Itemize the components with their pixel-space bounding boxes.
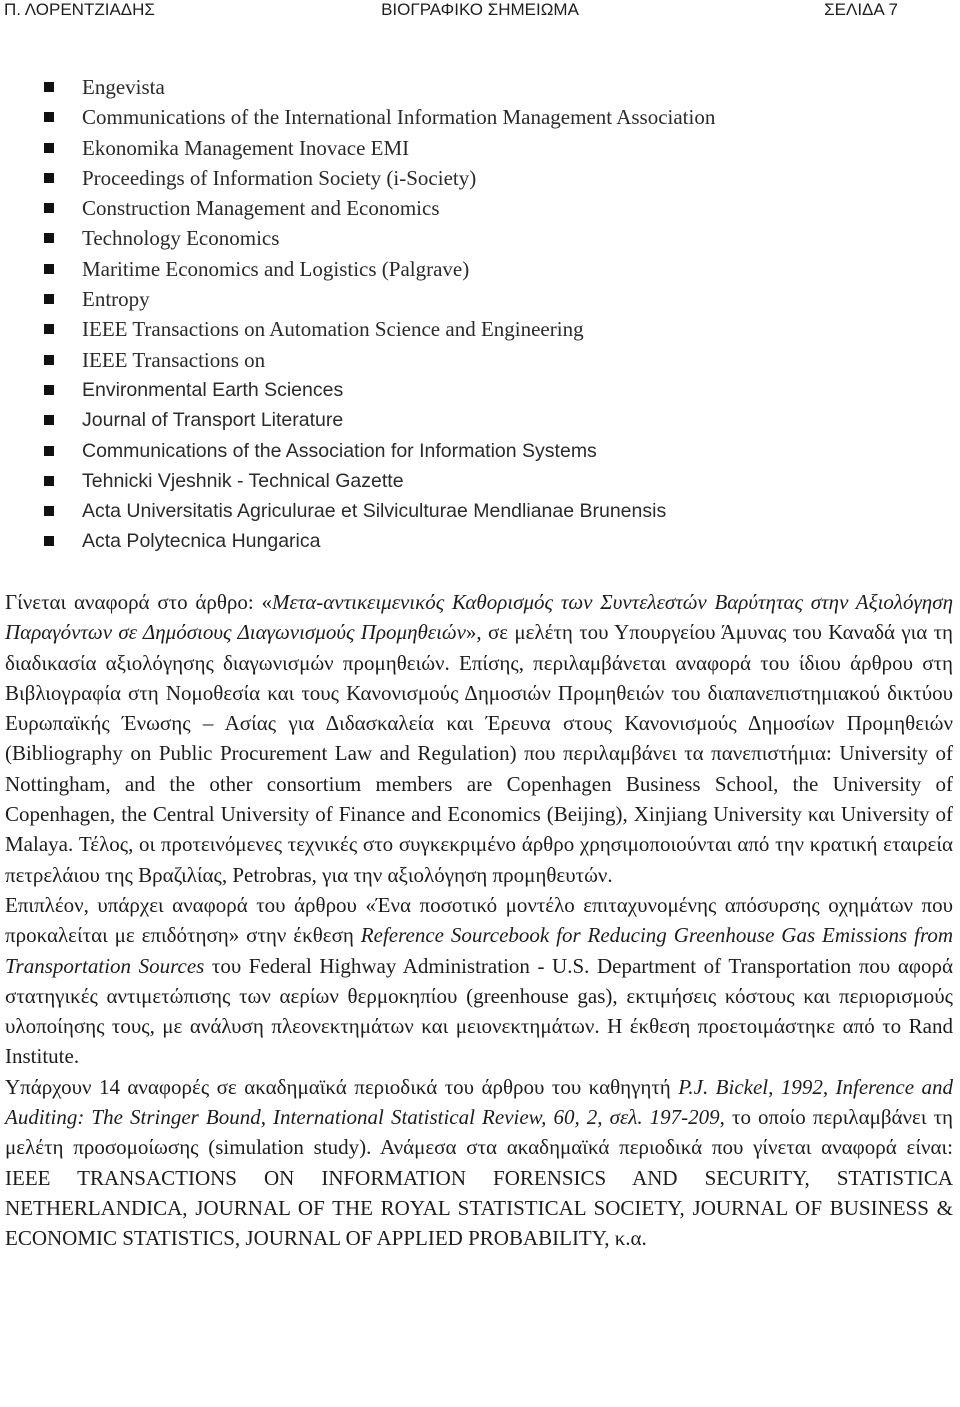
list-item (0, 466, 960, 496)
square-bullet-icon (44, 294, 54, 304)
square-bullet-icon (44, 82, 54, 92)
list-item (0, 72, 960, 102)
journal-name: Communications of the International Information Management Association (82, 105, 716, 130)
list-item (0, 314, 960, 344)
header-page-number: ΣΕΛΙΔΑ 7 (824, 0, 898, 19)
paragraph-fhwa-report (5, 890, 953, 1072)
list-item (0, 133, 960, 163)
header-author: Π. ΛΟΡΕΝΤΖΙΑΔΗΣ (4, 0, 155, 19)
list-item (0, 436, 960, 466)
list-item (0, 526, 960, 556)
square-bullet-icon (44, 203, 54, 213)
journal-name: Communications of the Association for Information Systems (82, 439, 597, 462)
list-item (0, 405, 960, 435)
journal-name: Ekonomika Management Inovace EMI (82, 135, 410, 160)
header-title: ΒΙΟΓΡΑΦΙΚΟ ΣΗΜΕΙΩΜΑ (381, 0, 579, 19)
square-bullet-icon (44, 264, 54, 274)
list-item (0, 375, 960, 405)
list-item (0, 223, 960, 253)
journal-name: Construction Management and Economics (82, 196, 440, 221)
body-text (5, 587, 953, 1254)
square-bullet-icon (44, 385, 54, 395)
paragraph-3-text: , το οποίο περιλαμβάνει τη μελέτη προσομοίωσης (simulation study). Ανάμεσα στα ακαδημαϊκά περιοδικά που γίνεται αναφορά είναι: IEEE TRANSACTIONS ON INFORMATION FORENSICS AND SECURITY, STATISTICA NETHERLANDICA, JOURNAL OF THE ROYAL STATISTICAL SOCIETY, JOURNAL OF BUSINESS & ECONOMIC STATISTICS, JOURNAL OF APPLIED PROBABILITY, κ.α. (5, 1105, 953, 1251)
journal-name: Maritime Economics and Logistics (Palgrave) (82, 256, 470, 281)
report-title: Reference Sourcebook for Reducing Greenhouse Gas Emissions from Transportation Sources (5, 923, 953, 978)
square-bullet-icon (44, 536, 54, 546)
journal-name: Technology Economics (82, 226, 280, 251)
list-item (0, 345, 960, 375)
paragraph-2-text: του Federal Highway Administration - U.S. Department of Transportation που αφορά στατηγικές αντιμετώπισης των αερίων θερμοκηπίου (greenhouse gas), εκτιμήσεις κόστους και περιορισμούς υλοποίησης τους, με ανάλυση πλεονεκτημάτων και μειονεκτημάτων. Η έκθεση προετοιμάστηκε από το Rand Institute. (5, 953, 953, 1069)
square-bullet-icon (44, 415, 54, 425)
square-bullet-icon (44, 476, 54, 486)
list-item (0, 496, 960, 526)
paragraph-canada-defence (5, 587, 953, 890)
square-bullet-icon (44, 112, 54, 122)
paragraph-1-text: », σε μελέτη του Υπουργείου Άμυνας του Καναδά για τη διαδικασία αξιολόγησης διαγωνισμών προμηθειών. Επίσης, περιλαμβάνεται αναφορά του ίδιου άρθρου στη Βιβλιογραφία στη Νομοθεσία και τους Κανονισμούς Δημοσιών Προμηθειών του διαπανεπιστημιακού δικτύου Ευρωπαϊκής Ένωσης – Ασίας για Διδασκαλεία και Έρευνα στους Κανονισμούς Δημοσίων Προμηθειών (Bibliography on Public Procurement Law and Regulation) που περιλαμβάνει τα πανεπιστήμια: University of Nottingham, and the other consortium members are Copenhagen Business School, the University of Copenhagen, the Central University of Finance and Economics (Beijing), Xinjiang University και University of Malaya. Τέλος, οι προτεινόμενες τεχνικές στο συγκεκριμένο άρθρο χρησιμοποιούνται από την κρατική εταιρεία πετρελάιου της Βραζιλίας, Petrobras, για την αξιολόγηση προμηθευτών. (5, 620, 953, 887)
journal-name: Acta Universitatis Agriculurae et Silviculturae Mendlianae Brunensis (82, 500, 667, 523)
list-item (0, 163, 960, 193)
paragraph-bickel-citations (5, 1072, 953, 1254)
page-header (0, 0, 960, 24)
list-item (0, 284, 960, 314)
square-bullet-icon (44, 355, 54, 365)
paragraph-2-intro: Επιπλέον, υπάρχει αναφορά του άρθρου «Ένα ποσοτικό μοντέλο επιταχυνομένης απόσυρσης οχημάτων που προκαλείται με επιδότηση» στην έκθεση (5, 892, 953, 948)
square-bullet-icon (44, 173, 54, 183)
square-bullet-icon (44, 233, 54, 243)
list-item (0, 254, 960, 284)
square-bullet-icon (44, 143, 54, 153)
journal-name: Environmental Earth Sciences (82, 378, 344, 401)
journal-name: Tehnicki Vjeshnik - Technical Gazette (82, 469, 404, 492)
square-bullet-icon (44, 324, 54, 334)
square-bullet-icon (44, 506, 54, 516)
paragraph-1-intro: Γίνεται αναφορά στο άρθρο: « (5, 590, 272, 614)
journal-name: Journal of Transport Literature (82, 409, 344, 432)
list-item (0, 102, 960, 132)
journal-name: Proceedings of Information Society (i-Society) (82, 165, 477, 190)
journal-name: IEEE Transactions on Automation Science and Engineering (82, 317, 584, 342)
article-title: Μετα-αντικειμενικός Καθορισμός των Συντελεστών Βαρύτητας στην Αξιολόγηση Παραγόντων σε Δημόσιους Διαγωνισμούς Προμηθειών (5, 590, 953, 645)
list-item (0, 193, 960, 223)
journal-name: IEEE Transactions on (82, 347, 266, 372)
bickel-citation: P.J. Bickel, 1992, Inference and Auditing: The Stringer Bound, International Statistical Review, 60, 2, σελ. 197-209 (5, 1074, 954, 1130)
paragraph-3-intro: Υπάρχουν 14 αναφορές σε ακαδημαϊκά περιοδικά του άρθρου του καθηγητή (5, 1074, 679, 1099)
journal-list (0, 72, 960, 557)
journal-name: Engevista (82, 75, 165, 99)
journal-name: Acta Polytecnica Hungarica (82, 530, 321, 553)
journal-name: Entropy (82, 287, 150, 312)
square-bullet-icon (44, 446, 54, 456)
